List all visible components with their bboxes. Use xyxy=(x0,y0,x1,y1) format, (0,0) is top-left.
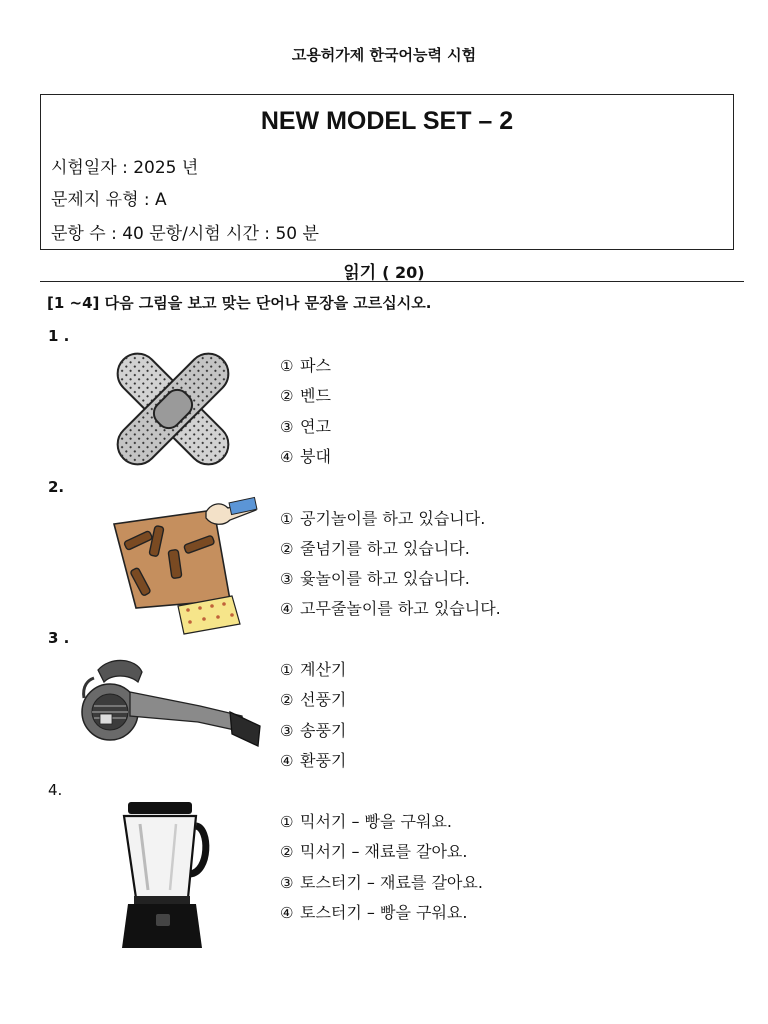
paper-type-line: 문제지 유형 : A xyxy=(51,190,167,210)
blender-picture xyxy=(118,802,214,950)
option-mark: ① xyxy=(280,510,294,528)
q4-option-3[interactable] xyxy=(280,870,483,893)
q4-option-2[interactable] xyxy=(280,839,467,862)
q1-option-3[interactable] xyxy=(280,414,331,437)
option-text: 토스터기 – 빵을 구워요. xyxy=(300,903,468,922)
q4-option-4[interactable] xyxy=(280,900,467,923)
option-mark: ② xyxy=(280,540,294,558)
option-mark: ③ xyxy=(280,874,294,892)
yut-game-picture xyxy=(108,498,258,638)
q2-option-4[interactable] xyxy=(280,596,501,619)
option-mark: ④ xyxy=(280,752,294,770)
option-text: 믹서기 – 빵을 구워요. xyxy=(300,812,452,831)
option-mark: ② xyxy=(280,691,294,709)
option-mark: ④ xyxy=(280,600,294,618)
q3-option-2[interactable] xyxy=(280,687,346,710)
option-mark: ② xyxy=(280,843,294,861)
q3-option-1[interactable] xyxy=(280,657,346,680)
q2-option-1[interactable] xyxy=(280,506,485,529)
option-mark: ① xyxy=(280,813,294,831)
option-text: 고무줄놀이를 하고 있습니다. xyxy=(300,599,501,618)
option-text: 연고 xyxy=(300,417,331,436)
option-mark: ③ xyxy=(280,722,294,740)
question-number-1: 1 . xyxy=(48,327,70,345)
option-mark: ① xyxy=(280,357,294,375)
q1-option-1[interactable] xyxy=(280,353,331,376)
question-number-3: 3 . xyxy=(48,629,70,647)
section-heading xyxy=(0,258,768,283)
question-number-2: 2. xyxy=(48,478,65,496)
section-name: 읽기 xyxy=(343,263,377,283)
q1-option-4[interactable] xyxy=(280,444,331,467)
question-number-4: 4. xyxy=(48,781,63,799)
option-text: 벤드 xyxy=(300,386,331,405)
option-text: 붕대 xyxy=(300,447,331,466)
option-text: 토스터기 – 재료를 갈아요. xyxy=(300,873,483,892)
option-mark: ④ xyxy=(280,448,294,466)
set-title: NEW MODEL SET – 2 xyxy=(260,107,514,135)
option-text: 믹서기 – 재료를 갈아요. xyxy=(300,842,468,861)
option-text: 선풍기 xyxy=(300,690,347,709)
option-text: 윷놀이를 하고 있습니다. xyxy=(300,569,470,588)
option-mark: ④ xyxy=(280,904,294,922)
q3-option-4[interactable] xyxy=(280,748,346,771)
q2-option-3[interactable] xyxy=(280,566,470,589)
option-mark: ③ xyxy=(280,418,294,436)
option-text: 계산기 xyxy=(300,660,347,679)
option-mark: ② xyxy=(280,387,294,405)
leaf-blower-picture xyxy=(80,656,266,752)
exam-info-box xyxy=(40,94,734,250)
section-divider xyxy=(40,281,744,282)
q2-option-2[interactable] xyxy=(280,536,470,559)
exam-date-line: 시험일자 : 2025 년 xyxy=(51,158,199,178)
option-text: 송풍기 xyxy=(300,721,347,740)
option-text: 줄넘기를 하고 있습니다. xyxy=(300,539,470,558)
q4-option-1[interactable] xyxy=(280,809,452,832)
option-text: 환풍기 xyxy=(300,751,347,770)
question-count-line: 문항 수 : 40 문항/시험 시간 : 50 분 xyxy=(51,224,319,244)
option-text: 파스 xyxy=(300,356,331,375)
exam-title: 고용허가제 한국어능력 시험 xyxy=(291,46,477,64)
section-score: ( 20) xyxy=(382,263,425,282)
q3-option-3[interactable] xyxy=(280,718,346,741)
q1-option-2[interactable] xyxy=(280,383,331,406)
option-text: 공기놀이를 하고 있습니다. xyxy=(300,509,486,528)
option-mark: ① xyxy=(280,661,294,679)
bandage-picture xyxy=(108,348,238,470)
instruction-text: [1 ~4] 다음 그림을 보고 맞는 단어나 문장을 고르십시오. xyxy=(47,294,432,312)
option-mark: ③ xyxy=(280,570,294,588)
